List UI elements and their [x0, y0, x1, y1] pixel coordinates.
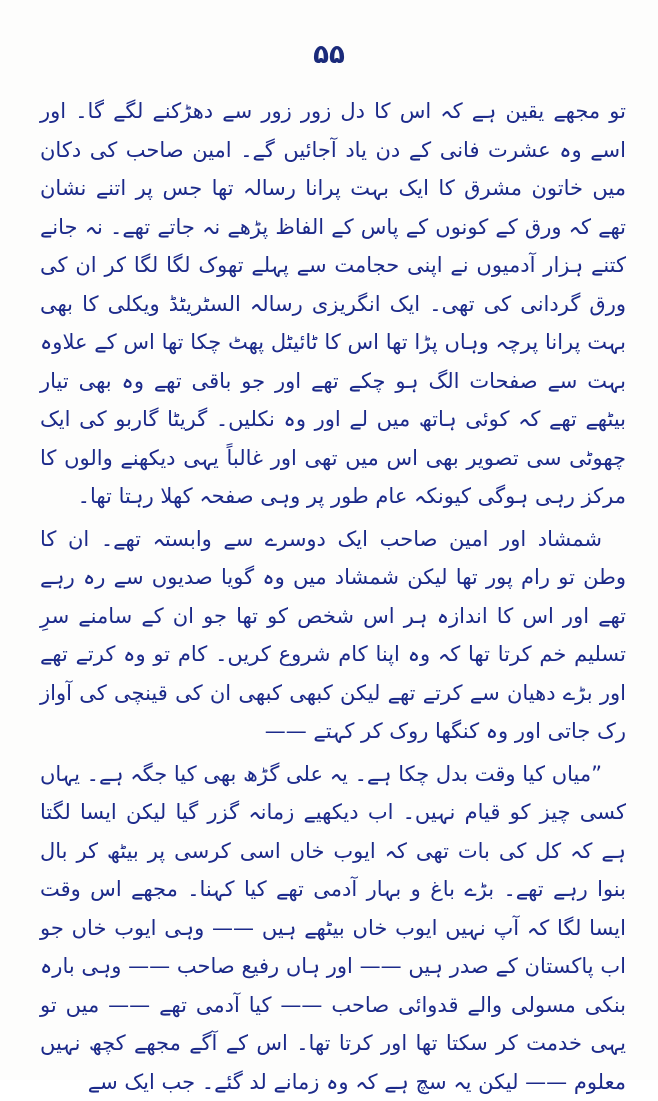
paragraph-1: تو مجھے یقین ہے کہ اس کا دل زور زور سے دھڑکنے لگے گا۔ اور اسے وہ عشرت فانی کے دن یاد آجائیں گے۔ امین صاحب کی دکان میں خاتون مشرق کا ایک بہت پرانا رسالہ تھا جس پر اتنے نشان تھے کہ ورق کے کونوں کے پاس کے الفاظ پڑھے نہ جاتے تھے۔ نہ جانے کتنے ہزار آدمیوں نے اپنی حجامت سے پہلے تھوک لگا لگا کر ان کی ورق گردانی کی تھی۔ ایک انگریزی رسالہ السٹریٹڈ ویکلی کا بھی بہت پرانا پرچہ وہاں پڑا تھا اس کا ٹائیٹل پھٹ چکا تھا اس کے علاوہ بہت سے صفحات الگ ہو چکے تھے اور جو باقی تھے وہ بھی تیار بیٹھے تھے کہ کوئی ہاتھ میں لے اور وہ نکلیں۔ گریٹا گاربو کی ایک چھوٹی سی تصویر بھی اس میں تھی اور غالباً یہی دیکھنے والوں کا مرکز رہی ہوگی کیونکہ عام طور پر وہی صفحہ کھلا رہتا تھا۔: [40, 92, 626, 516]
page-body-text: [40, 92, 626, 1101]
page-number: ۵۵: [0, 40, 658, 70]
paragraph-3: ”میاں کیا وقت بدل چکا ہے۔ یہ علی گڑھ بھی کیا جگہ ہے۔ یہاں کسی چیز کو قیام نہیں۔ اب دیکھیے زمانہ گزر گیا لیکن ایسا لگتا ہے کہ کل کی بات تھی کہ ایوب خاں اسی کرسی پر بیٹھ کر بال بنوا رہے تھے۔ بڑے باغ و بہار آدمی تھے کیا کہنا۔ مجھے اس وقت ایسا لگا کہ آپ نہیں ایوب خاں بیٹھے ہیں —— وہی ایوب خاں جو اب پاکستان کے صدر ہیں —— اور ہاں رفیع صاحب —— وہی بارہ بنکی مسولی والے قدوائی صاحب —— کیا آدمی تھے —— میں تو یہی خدمت کر سکتا تھا اور کرتا تھا۔ اس کے آگے مجھے کچھ نہیں معلوم —— لیکن یہ سچ ہے کہ وہ زمانے لد گئے۔ جب ایک سے: [40, 755, 626, 1101]
paragraph-2: شمشاد اور امین صاحب ایک دوسرے سے وابستہ تھے۔ ان کا وطن تو رام پور تھا لیکن شمشاد میں وہ گویا صدیوں سے رہ رہے تھے اور اس کا اندازہ ہر اس شخص کو تھا جو ان کے سامنے سرِ تسلیم خم کرتا تھا کہ وہ اپنا کام شروع کریں۔ کام تو وہ کرتے تھے اور بڑے دھیان سے کرتے تھے لیکن کبھی کبھی ان کی قینچی کی آواز رک جاتی اور وہ کنگھا روک کر کہتے ——: [40, 520, 626, 751]
